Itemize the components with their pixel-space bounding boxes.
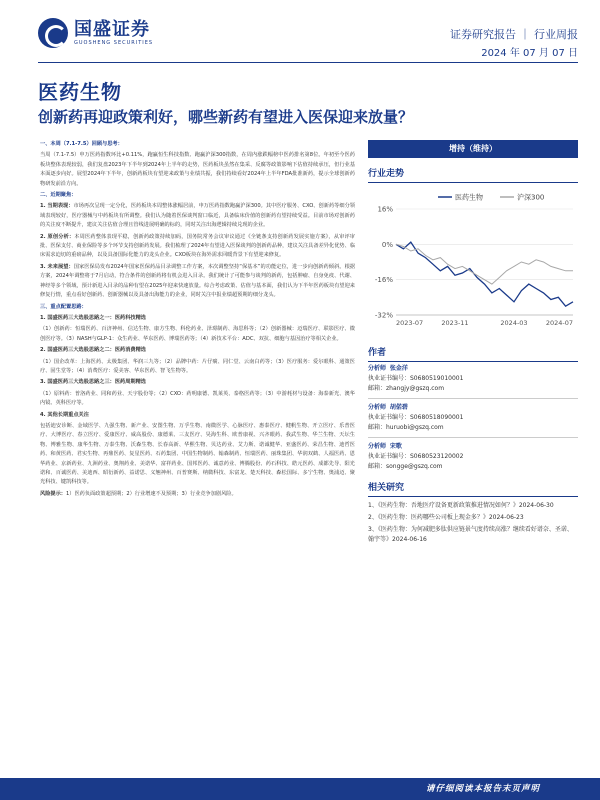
- analyst-3-email: 邮箱：songge@gszq.com: [368, 463, 443, 470]
- strategy-3-text: （1）原料药：普洛药业、同和药业、天宇股份等；（2）CXO：药明康德、凯莱英、泰格医药等；（3）中游耗材与设备：海泰新光、澳华内镜、英科医疗等。: [40, 390, 355, 407]
- x-tick-label: 2024-03: [500, 319, 528, 327]
- analyst-3: [368, 442, 578, 472]
- strategy-4-text: 包括迪安诊断、金域医学、九强生物、新产业、安图生物、万孚生物、南微医学、心脉医疗、惠泰医疗、健帆生物、开立医疗、乐普医疗、大博医疗、春立医疗、爱康医疗、威高股份、康德莱、三友医疗、昊海生科、欧普康视、兴齐眼药、我武生物、华兰生物、天坛生物、博雅生物、康华生物、万泰生物、沃森生物、长春高新、华熙生物、贝达药业、艾力斯、诺诚健华、亚盛医药、荣昌生物、迪哲医药、和黄医药、君实生物、再鼎医药、复星医药、石药集团、中国生物制药、翰森制药、恒瑞医药、丽珠集团、华润双鹤、人福医药、恩华药业、京新药业、九洲药业、奥翔药业、美诺华、富祥药业、国邦医药、诚意药业、博腾股份、药石科技、皓元医药、成都先导、阳光诺和、百诚医药、美迪西、昭衍新药、益诺思、义翘神州、百普赛斯、纳微科技、东富龙、楚天科技、森松国际、多宁生物、奥浦迈、聚光科技、键凯科技等。: [40, 422, 355, 486]
- y-tick-label: -16%: [374, 276, 393, 285]
- header-divider: [38, 62, 578, 63]
- trend-chart: [368, 187, 578, 337]
- related-item[interactable]: 3、《医药生物：为何减肥多肽供应链景气度持续高涨？继续看好谱奈、圣诺、翰宇等》2024-06-16: [368, 526, 573, 543]
- risk-text: 1）医药负面政策超预期；2）行业增速不及预期；3）行业竞争加剧风险。: [65, 490, 237, 497]
- analyst-2: [368, 403, 578, 433]
- strategy-1-text: （1）创新药：恒瑞医药、百济神州、信达生物、康方生物、科伦药业、泽璟制药、海思科等；（2）创新器械：迈瑞医疗、联影医疗、微创医疗等。（3）NASH与GLP-1：众生药业、华东医药、博瑞医药等；（4）新技术平台：ADC、双抗、细胞与基因治疗等相关企业。: [40, 326, 355, 342]
- strategy-4-title: 4. 其他长期重点关注: [40, 411, 89, 418]
- analyst-2-email: 邮箱：huruobi@gszq.com: [368, 424, 444, 431]
- sidebar: [368, 140, 578, 772]
- rating-badge: 增持（维持）: [368, 140, 578, 158]
- analyst-1-name: 张金洋: [389, 365, 408, 372]
- divider: [368, 437, 578, 438]
- logo-icon: [38, 18, 68, 48]
- report-type: 证券研究报告 ｜ 行业周报: [450, 28, 578, 41]
- analyst-2-name: 胡偌碧: [389, 404, 408, 411]
- analyst-1: [368, 364, 578, 394]
- page-header: [0, 0, 600, 66]
- analyst-3-name: 宋歌: [389, 443, 402, 450]
- trend-heading: 行业走势: [368, 166, 578, 183]
- series-line-csi300: [396, 244, 573, 284]
- focus-analysis-text: 本周医药整体表现平稳，创新药政策持续加码，国务院常务会议审议通过《全链条支持创新药发展实施方案》，从审评审批、医保支付、商业保险等多个环节支持创新药发展。我们梳理了2024年有望进入医保谈判的创新药品种，建议关注具备差异化优势、临床需求迫切的重磅品种，以及具备国际化能力的龙头企业。CXO板块在海外需求回暖背景下有望迎来修复。: [40, 233, 355, 259]
- focus-analysis-label: 2. 原创分析：: [40, 233, 75, 240]
- y-tick-label: -32%: [374, 311, 393, 320]
- series-line-pharma: [396, 242, 573, 306]
- x-tick-label: 2023-11: [441, 319, 469, 327]
- section-review-text: 当周（7.1-7.5）申万医药指数环比+0.11%，跑赢恒生科技指数、跑赢沪深300指数，在周内涨跌幅榜中医药排名第8位。年初至今医药板块整体表现较弱，我们复盘2023年下半年到2024年上半年的走势，医药板块虽然在集采、反腐等政策影响下估值持续承压，但行业基本面逐步向好。展望2024年下半年，创新药板块有望迎来政策与业绩共振，我们持续看好2024年上半年FDA批准新药，提示全球创新药物研发前沿方向。: [40, 152, 355, 187]
- trend-chart-svg: [368, 187, 578, 337]
- report-body: [40, 140, 355, 772]
- legend-label: 医药生物: [455, 193, 483, 202]
- logo-name-en: GUOSHENG SECURITIES: [74, 39, 154, 46]
- risk-label: 风险提示：: [40, 490, 66, 497]
- industry-title: 医药生物: [38, 80, 122, 104]
- legend-label: 沪深300: [517, 193, 545, 202]
- related-item[interactable]: 2、《医药生物：医药哪些公司板上现金多？》2024-06-23: [368, 514, 524, 521]
- analyst-3-cert: 执业证书编号：S0680523120002: [368, 453, 464, 460]
- y-tick-label: 0%: [381, 240, 393, 249]
- focus-outlook-label: 3. 未来展望：: [40, 263, 74, 270]
- analyst-1-role: 分析师: [368, 365, 387, 372]
- section-review-head: 一、本周（7.1-7.5）回顾与思考：: [40, 141, 123, 147]
- strategy-2-text: （1）国企改革：上海医药、太极集团、华润三九等；（2）品牌中药：片仔癀、同仁堂、云南白药等；（3）医疗服务：爱尔眼科、通策医疗、固生堂等；（4）消费医疗：爱美客、华东医药、智飞生物等。: [40, 358, 355, 374]
- analyst-2-cert: 执业证书编号：S0680518090001: [368, 414, 464, 421]
- focus-outlook-text: 国家医保局发布2024年国家医保药品目录调整工作方案，本次调整坚持“保基本”的功能定位，进一步向创新药倾斜。根据方案，2024年调整将于7月启动，符合条件的创新药将有机会进入目录。我们统计了可能参与谈判的新药，包括肿瘤、自身免疫、代谢、神经等多个领域，预计新进入目录的品种有望在2025年迎来快速放量。综合考虑政策、估值与基本面，我们认为下半年医药板块有望迎来修复行情，重点看好创新药、创新器械以及具备出海能力的企业，同时关注中报业绩超预期的细分龙头。: [40, 263, 355, 299]
- analyst-1-cert: 执业证书编号：S0680519010001: [368, 375, 464, 382]
- logo-name-cn: 国盛证券: [74, 18, 150, 40]
- x-tick-label: 2024-07: [545, 319, 573, 327]
- strategy-2-title: 2. 国盛医药三大选股思路之二：医药消费精选: [40, 347, 146, 354]
- related-research-list: [368, 501, 578, 545]
- analyst-3-role: 分析师: [368, 443, 387, 450]
- footer-disclaimer: 请仔细阅读本报告末页声明: [425, 784, 540, 794]
- strategy-3-title: 3. 国盛医药三大选股思路之三：医药周期精选: [40, 379, 146, 386]
- focus-performance-text: 市场再次呈现一定分化，医药板块本周整体涨幅居前，申万医药指数跑赢沪深300。其中医疗服务、CXO、创新药等细分领域表现较好，医疗器械与中药板块有所调整。我们认为随着医保谈判窗口临近，具备临床价值的创新药有望持续受益。目前市场对创新药的关注度不断提升，建议关注估值合理且管线进展明确的标的，同时关注出海逻辑持续兑现的企业。: [40, 203, 355, 229]
- x-tick-label: 2023-07: [396, 319, 424, 327]
- section-focus-head: 二、近期聚焦：: [40, 192, 77, 199]
- analyst-1-email: 邮箱：zhangjy@gszq.com: [368, 385, 445, 392]
- focus-performance-label: 1. 当期表现：: [40, 203, 74, 210]
- divider: [368, 398, 578, 399]
- section-allocation-head: 三、重点配置思路：: [40, 303, 87, 310]
- related-heading: 相关研究: [368, 480, 578, 497]
- page-footer: [0, 778, 600, 800]
- related-item[interactable]: 1、《医药生物：吾地医疗设备更新政策推进情况如何？》2024-06-30: [368, 502, 554, 509]
- analyst-heading: 作者: [368, 345, 578, 362]
- report-date: 2024 年 07 月 07 日: [481, 48, 578, 59]
- analyst-2-role: 分析师: [368, 404, 387, 411]
- strategy-1-title: 1. 国盛医药三大选股思路之一：医药科技精选: [40, 314, 146, 321]
- company-logo: [38, 18, 153, 48]
- y-tick-label: 16%: [377, 205, 393, 214]
- report-title: 创新药再迎政策利好，哪些新药有望进入医保迎来放量？: [38, 108, 414, 126]
